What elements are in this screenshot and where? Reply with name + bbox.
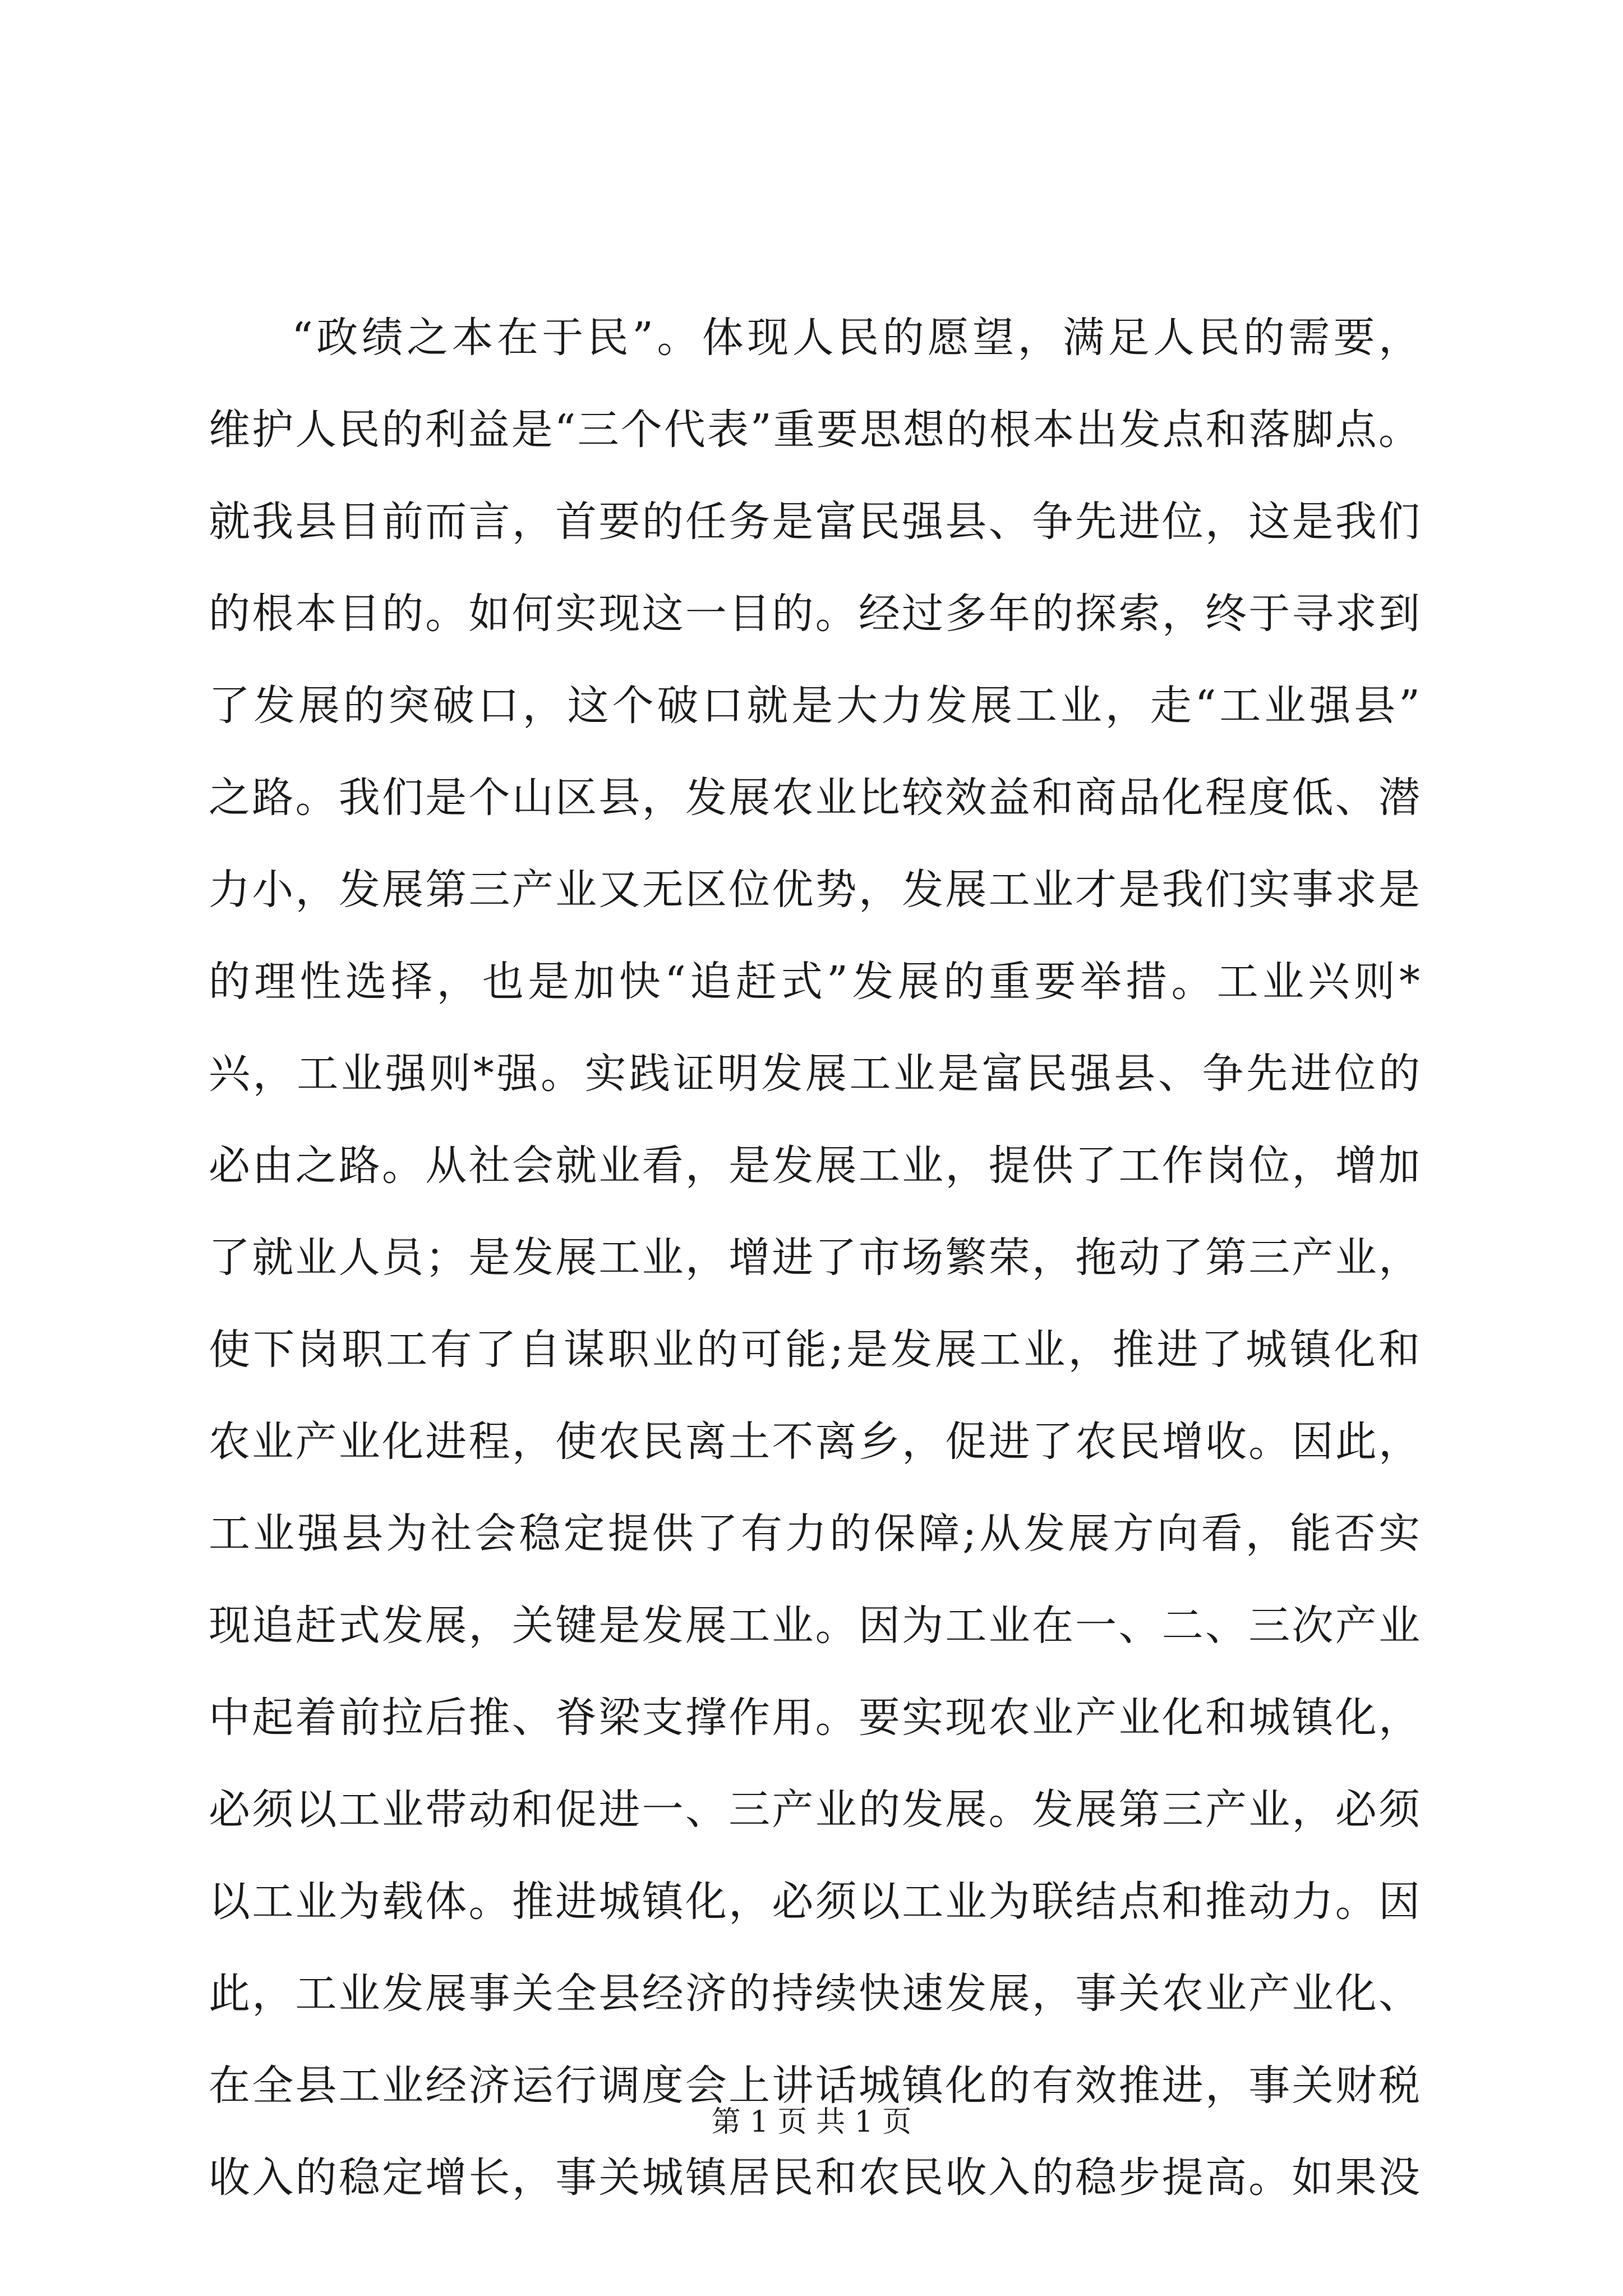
text-line: 兴，工业强则*强。实践证明发展工业是富民强县、争先进位的 [209,1050,1420,1098]
text-line: 此，工业发展事关全县经济的持续快速发展，事关农业产业化、 [209,1970,1420,2018]
text-line: 现追赶式发展，关键是发展工业。因为工业在一、二、三次产业 [209,1602,1420,1650]
text-line: 必由之路。从社会就业看，是发展工业，提供了工作岗位，增加 [209,1142,1420,1190]
page-footer: 第 1 页 共 1 页 [711,2105,912,2139]
text-line: 农业产业化进程，使农民离土不离乡，促进了农民增收。因此， [209,1418,1420,1466]
text-line: 以工业为载体。推进城镇化，必须以工业为联结点和推动力。因 [209,1878,1420,1926]
text-line: 之路。我们是个山区县，发展农业比较效益和商品化程度低、潜 [209,774,1420,822]
text-line: 力小，发展第三产业又无区位优势，发展工业才是我们实事求是 [209,866,1420,914]
body-paragraph [209,292,1420,2224]
text-line: 工业强县为社会稳定提供了有力的保障;从发展方向看，能否实 [209,1510,1420,1558]
text-line: 必须以工业带动和促进一、三产业的发展。发展第三产业，必须 [209,1786,1420,1834]
text-line: 了就业人员；是发展工业，增进了市场繁荣，拖动了第三产业， [209,1234,1420,1282]
text-line: 了发展的突破口，这个破口就是大力发展工业，走“工业强县” [209,682,1420,730]
text-line: “政绩之本在于民”。体现人民的愿望，满足人民的需要， [292,314,1420,362]
text-line: 使下岗职工有了自谋职业的可能;是发展工业，推进了城镇化和 [209,1326,1420,1374]
text-line: 维护人民的利益是“三个代表”重要思想的根本出发点和落脚点。 [209,406,1420,454]
text-line: 的根本目的。如何实现这一目的。经过多年的探索，终于寻求到 [209,590,1420,638]
text-line: 中起着前拉后推、脊梁支撑作用。要实现农业产业化和城镇化， [209,1694,1420,1742]
text-line: 就我县目前而言，首要的任务是富民强县、争先进位，这是我们 [209,498,1420,546]
text-line: 收入的稳定增长，事关城镇居民和农民收入的稳步提高。如果没 [209,2154,1420,2202]
text-line: 的理性选择，也是加快“追赶式”发展的重要举措。工业兴则* [209,958,1420,1006]
text-line: 在全县工业经济运行调度会上讲话城镇化的有效推进，事关财税 [209,2062,1420,2110]
